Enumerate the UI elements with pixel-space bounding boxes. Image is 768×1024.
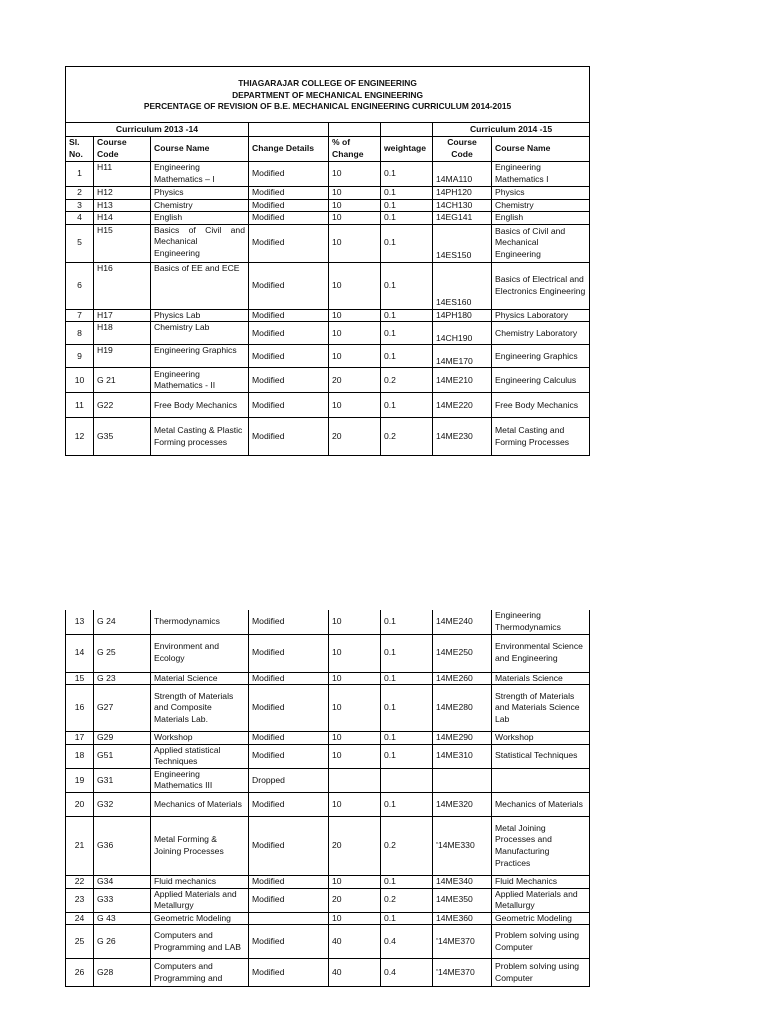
- course-name-cell: Metal Casting & Plastic Forming processes: [151, 418, 249, 456]
- course-code-cell: G29: [94, 732, 151, 745]
- percent-change-cell: 10: [329, 309, 381, 322]
- change-details-cell: Modified: [249, 817, 329, 876]
- weightage-cell: 0.1: [381, 793, 433, 817]
- course-name-cell: Applied statistical Techniques: [151, 744, 249, 768]
- new-course-name-cell: Statistical Techniques: [492, 744, 590, 768]
- empty-header-cell: [249, 123, 329, 137]
- course-name-cell: Mechanics of Materials: [151, 793, 249, 817]
- sl-no-cell: 1: [66, 162, 94, 187]
- weightage-cell: 0.1: [381, 162, 433, 187]
- table-row: [66, 345, 590, 368]
- new-course-code-cell: 14ME360: [433, 912, 492, 925]
- sl-no-cell: 20: [66, 793, 94, 817]
- new-course-code-header: Course Code: [433, 137, 492, 162]
- old-curriculum-header: Curriculum 2013 -14: [66, 123, 249, 137]
- sl-no-cell: 2: [66, 187, 94, 200]
- new-course-code-text: 14ME370: [437, 936, 475, 947]
- sl-no-cell: 7: [66, 309, 94, 322]
- group-header-row: [66, 123, 590, 137]
- sl-no-cell: 4: [66, 212, 94, 225]
- course-code-cell: G34: [94, 876, 151, 889]
- sl-no-cell: 14: [66, 634, 94, 672]
- sl-no-cell: 13: [66, 610, 94, 634]
- weightage-cell: 0.4: [381, 959, 433, 987]
- sl-no-header: Sl. No.: [66, 137, 94, 162]
- new-course-code-cell: 14ME240: [433, 610, 492, 634]
- department-name: DEPARTMENT OF MECHANICAL ENGINEERING: [232, 89, 423, 100]
- new-course-code-cell: 14ME220: [433, 393, 492, 418]
- weightage-cell: 0.2: [381, 888, 433, 912]
- course-code-cell: G 23: [94, 672, 151, 685]
- percent-change-cell: 10: [329, 322, 381, 345]
- new-course-name-cell: Free Body Mechanics: [492, 393, 590, 418]
- table-row: [66, 925, 590, 959]
- course-code-cell: G32: [94, 793, 151, 817]
- change-details-cell: Modified: [249, 309, 329, 322]
- change-details-cell: Modified: [249, 224, 329, 262]
- table-row: [66, 322, 590, 345]
- course-code-cell: G 21: [94, 368, 151, 393]
- new-course-code-cell: 14ME350: [433, 888, 492, 912]
- course-code-cell: H13: [94, 199, 151, 212]
- new-course-name-cell: Basics of Civil and Mechanical Engineering: [492, 224, 590, 262]
- course-name-cell: Applied Materials and Metallurgy: [151, 888, 249, 912]
- weightage-cell: 0.1: [381, 732, 433, 745]
- change-details-cell: Modified: [249, 262, 329, 309]
- new-course-code-cell: 14PH120: [433, 187, 492, 200]
- course-name-cell: Fluid mechanics: [151, 876, 249, 889]
- new-course-name-cell: Basics of Electrical and Electronics Engineering: [492, 262, 590, 309]
- change-details-cell: Modified: [249, 162, 329, 187]
- table-row: [66, 224, 590, 262]
- new-course-name-cell: Workshop: [492, 732, 590, 745]
- table-row: [66, 817, 590, 876]
- sl-no-cell: 8: [66, 322, 94, 345]
- change-details-cell: [249, 912, 329, 925]
- course-code-cell: H15: [94, 224, 151, 262]
- change-details-cell: Modified: [249, 685, 329, 732]
- weightage-cell: 0.1: [381, 212, 433, 225]
- new-course-code-cell: 14ME280: [433, 685, 492, 732]
- course-name-cell: Workshop: [151, 732, 249, 745]
- table-row: [66, 959, 590, 987]
- change-details-cell: Modified: [249, 793, 329, 817]
- change-details-cell: Modified: [249, 393, 329, 418]
- table-row: [66, 162, 590, 187]
- sl-no-cell: 3: [66, 199, 94, 212]
- weightage-cell: 0.2: [381, 368, 433, 393]
- table-row: [66, 199, 590, 212]
- new-course-code-cell: [433, 925, 492, 959]
- course-name-cell: Geometric Modeling: [151, 912, 249, 925]
- percent-change-cell: 10: [329, 224, 381, 262]
- table-row: [66, 888, 590, 912]
- percent-change-cell: 10: [329, 393, 381, 418]
- percent-change-cell: 10: [329, 199, 381, 212]
- table-row: [66, 368, 590, 393]
- course-name-cell: Free Body Mechanics: [151, 393, 249, 418]
- new-course-code-cell: 14ME210: [433, 368, 492, 393]
- change-details-cell: Modified: [249, 199, 329, 212]
- percent-change-cell: 40: [329, 959, 381, 987]
- course-name-cell: Basics of Civil and Mechanical Engineering: [151, 224, 249, 262]
- course-code-cell: G31: [94, 768, 151, 792]
- new-course-code-cell: 14PH180: [433, 309, 492, 322]
- new-course-code-cell: 14ME340: [433, 876, 492, 889]
- table-row: [66, 634, 590, 672]
- change-details-cell: Modified: [249, 744, 329, 768]
- new-course-code-cell: 14ME250: [433, 634, 492, 672]
- sl-no-cell: 5: [66, 224, 94, 262]
- weightage-cell: 0.1: [381, 744, 433, 768]
- new-course-code-text: 14ME370: [437, 967, 475, 978]
- course-name-header: Course Name: [151, 137, 249, 162]
- document-subtitle: PERCENTAGE OF REVISION OF B.E. MECHANICAL ENGINEERING CURRICULUM 2014-2015: [143, 101, 512, 112]
- percent-change-cell: 40: [329, 925, 381, 959]
- change-details-cell: Modified: [249, 368, 329, 393]
- sl-no-cell: 10: [66, 368, 94, 393]
- weightage-cell: 0.1: [381, 876, 433, 889]
- new-course-code-cell: [433, 768, 492, 792]
- new-course-name-cell: Engineering Mathematics I: [492, 162, 590, 187]
- course-code-cell: H16: [94, 262, 151, 309]
- course-code-cell: G36: [94, 817, 151, 876]
- course-code-cell: H14: [94, 212, 151, 225]
- percent-change-cell: 10: [329, 732, 381, 745]
- course-name-cell: Computers and Programming and LAB: [151, 925, 249, 959]
- course-code-cell: H18: [94, 322, 151, 345]
- course-code-cell: G 25: [94, 634, 151, 672]
- sl-no-cell: 24: [66, 912, 94, 925]
- change-details-cell: Modified: [249, 418, 329, 456]
- percent-change-cell: [329, 768, 381, 792]
- new-course-code-cell: 14ME230: [433, 418, 492, 456]
- course-code-cell: G 43: [94, 912, 151, 925]
- course-code-cell: H12: [94, 187, 151, 200]
- new-course-name-cell: English: [492, 212, 590, 225]
- course-code-cell: G 24: [94, 610, 151, 634]
- sl-no-cell: 9: [66, 345, 94, 368]
- percent-change-cell: 20: [329, 817, 381, 876]
- sl-no-cell: 15: [66, 672, 94, 685]
- new-course-code-cell: 14ME260: [433, 672, 492, 685]
- new-course-name-cell: Strength of Materials and Materials Science Lab: [492, 685, 590, 732]
- curriculum-table-bottom: [65, 610, 590, 987]
- table-row: [66, 309, 590, 322]
- table-row: [66, 418, 590, 456]
- course-code-cell: G22: [94, 393, 151, 418]
- course-name-cell: Metal Forming & Joining Processes: [151, 817, 249, 876]
- new-course-name-cell: Metal Casting and Forming Processes: [492, 418, 590, 456]
- course-name-cell: Engineering Mathematics – I: [151, 162, 249, 187]
- table-row: [66, 876, 590, 889]
- course-name-cell: Physics Lab: [151, 309, 249, 322]
- new-course-name-cell: Geometric Modeling: [492, 912, 590, 925]
- sl-no-cell: 23: [66, 888, 94, 912]
- footnote-mark: *: [436, 842, 438, 849]
- sl-no-cell: 19: [66, 768, 94, 792]
- percent-change-cell: 10: [329, 345, 381, 368]
- change-details-cell: Modified: [249, 610, 329, 634]
- change-details-cell: Modified: [249, 187, 329, 200]
- course-code-header: Course Code: [94, 137, 151, 162]
- footnote-mark: *: [436, 969, 438, 976]
- weightage-cell: 0.1: [381, 610, 433, 634]
- course-name-cell: Engineering Mathematics III: [151, 768, 249, 792]
- course-name-cell: Engineering Graphics: [151, 345, 249, 368]
- percent-change-cell: 10: [329, 187, 381, 200]
- course-name-cell: Computers and Programming and: [151, 959, 249, 987]
- table-row: [66, 912, 590, 925]
- new-course-name-cell: Engineering Thermodynamics: [492, 610, 590, 634]
- course-code-cell: G51: [94, 744, 151, 768]
- new-course-code-cell: 14CH190: [433, 322, 492, 345]
- weightage-cell: 0.4: [381, 925, 433, 959]
- new-course-name-cell: Physics Laboratory: [492, 309, 590, 322]
- percent-change-cell: 10: [329, 793, 381, 817]
- change-details-cell: Dropped: [249, 768, 329, 792]
- change-details-cell: Modified: [249, 212, 329, 225]
- course-name-cell: Thermodynamics: [151, 610, 249, 634]
- weightage-cell: 0.1: [381, 912, 433, 925]
- percent-change-cell: 10: [329, 162, 381, 187]
- change-details-cell: Modified: [249, 345, 329, 368]
- sl-no-cell: 25: [66, 925, 94, 959]
- new-course-name-cell: Chemistry: [492, 199, 590, 212]
- sl-no-cell: 17: [66, 732, 94, 745]
- percent-change-cell: 10: [329, 610, 381, 634]
- course-code-cell: G 26: [94, 925, 151, 959]
- weightage-cell: 0.1: [381, 393, 433, 418]
- new-course-code-cell: 14CH130: [433, 199, 492, 212]
- new-course-name-cell: Applied Materials and Metallurgy: [492, 888, 590, 912]
- new-course-code-cell: 14MA110: [433, 162, 492, 187]
- sl-no-cell: 12: [66, 418, 94, 456]
- curriculum-table-top: [65, 66, 590, 456]
- percent-change-header: % of Change: [329, 137, 381, 162]
- empty-header-cell: [381, 123, 433, 137]
- percent-change-cell: 10: [329, 212, 381, 225]
- course-code-cell: G27: [94, 685, 151, 732]
- new-course-name-cell: Environmental Science and Engineering: [492, 634, 590, 672]
- course-name-cell: Chemistry: [151, 199, 249, 212]
- college-name: THIAGARAJAR COLLEGE OF ENGINEERING: [238, 78, 417, 89]
- table-row: [66, 610, 590, 634]
- percent-change-cell: 20: [329, 368, 381, 393]
- weightage-cell: 0.1: [381, 322, 433, 345]
- new-course-name-cell: Mechanics of Materials: [492, 793, 590, 817]
- change-details-cell: Modified: [249, 925, 329, 959]
- new-course-name-cell: Engineering Calculus: [492, 368, 590, 393]
- percent-change-cell: 10: [329, 912, 381, 925]
- table-row: [66, 393, 590, 418]
- course-code-cell: H17: [94, 309, 151, 322]
- sl-no-cell: 21: [66, 817, 94, 876]
- new-course-name-cell: Materials Science: [492, 672, 590, 685]
- course-name-cell: Chemistry Lab: [151, 322, 249, 345]
- table-row: [66, 744, 590, 768]
- weightage-cell: 0.1: [381, 224, 433, 262]
- sl-no-cell: 18: [66, 744, 94, 768]
- course-code-cell: G33: [94, 888, 151, 912]
- percent-change-cell: 10: [329, 672, 381, 685]
- column-header-row: [66, 137, 590, 162]
- title-row: [66, 67, 590, 123]
- sl-no-cell: 16: [66, 685, 94, 732]
- table-row: [66, 793, 590, 817]
- percent-change-cell: 10: [329, 685, 381, 732]
- sl-no-cell: 11: [66, 393, 94, 418]
- table-row: [66, 685, 590, 732]
- new-course-code-cell: 14ME290: [433, 732, 492, 745]
- course-name-cell: Environment and Ecology: [151, 634, 249, 672]
- percent-change-cell: 10: [329, 876, 381, 889]
- sl-no-cell: 22: [66, 876, 94, 889]
- new-curriculum-header: Curriculum 2014 -15: [433, 123, 590, 137]
- weightage-cell: 0.2: [381, 817, 433, 876]
- weightage-cell: 0.1: [381, 672, 433, 685]
- change-details-header: Change Details: [249, 137, 329, 162]
- percent-change-cell: 20: [329, 888, 381, 912]
- new-course-name-cell: Problem solving using Computer: [492, 925, 590, 959]
- new-course-code-text: 14ME330: [437, 840, 475, 851]
- sl-no-cell: 6: [66, 262, 94, 309]
- course-code-cell: H11: [94, 162, 151, 187]
- new-course-name-cell: Problem solving using Computer: [492, 959, 590, 987]
- table-row: [66, 768, 590, 792]
- sl-no-cell: 26: [66, 959, 94, 987]
- new-course-code-cell: 14ME320: [433, 793, 492, 817]
- footnote-mark: *: [436, 938, 438, 945]
- course-code-cell: G35: [94, 418, 151, 456]
- table-row: [66, 732, 590, 745]
- new-course-code-cell: [433, 817, 492, 876]
- change-details-cell: Modified: [249, 634, 329, 672]
- percent-change-cell: 20: [329, 418, 381, 456]
- change-details-cell: Modified: [249, 322, 329, 345]
- weightage-cell: 0.1: [381, 199, 433, 212]
- weightage-cell: 0.1: [381, 634, 433, 672]
- course-name-cell: English: [151, 212, 249, 225]
- weightage-cell: 0.1: [381, 262, 433, 309]
- new-course-code-cell: 14ES160: [433, 262, 492, 309]
- change-details-cell: Modified: [249, 876, 329, 889]
- table-row: [66, 262, 590, 309]
- course-code-cell: H19: [94, 345, 151, 368]
- change-details-cell: Modified: [249, 672, 329, 685]
- weightage-cell: 0.1: [381, 685, 433, 732]
- course-name-cell: Engineering Mathematics - II: [151, 368, 249, 393]
- course-name-cell: Strength of Materials and Composite Materials Lab.: [151, 685, 249, 732]
- weightage-cell: [381, 768, 433, 792]
- weightage-cell: 0.1: [381, 187, 433, 200]
- change-details-cell: Modified: [249, 959, 329, 987]
- new-course-name-cell: Physics: [492, 187, 590, 200]
- table-row: [66, 212, 590, 225]
- document-title: [66, 67, 590, 123]
- new-course-name-cell: Engineering Graphics: [492, 345, 590, 368]
- new-course-name-cell: Metal Joining Processes and Manufacturing Practices: [492, 817, 590, 876]
- empty-header-cell: [329, 123, 381, 137]
- new-course-name-cell: Fluid Mechanics: [492, 876, 590, 889]
- weightage-header: weightage: [381, 137, 433, 162]
- table-row: [66, 187, 590, 200]
- course-name-cell: Material Science: [151, 672, 249, 685]
- new-course-code-cell: 14ME170: [433, 345, 492, 368]
- course-code-cell: G28: [94, 959, 151, 987]
- new-course-name-cell: [492, 768, 590, 792]
- table-row: [66, 672, 590, 685]
- new-course-code-cell: [433, 959, 492, 987]
- new-course-name-cell: Chemistry Laboratory: [492, 322, 590, 345]
- percent-change-cell: 10: [329, 634, 381, 672]
- new-course-code-cell: 14ES150: [433, 224, 492, 262]
- weightage-cell: 0.2: [381, 418, 433, 456]
- percent-change-cell: 10: [329, 744, 381, 768]
- percent-change-cell: 10: [329, 262, 381, 309]
- course-name-cell: Basics of EE and ECE: [151, 262, 249, 309]
- new-course-name-header: Course Name: [492, 137, 590, 162]
- weightage-cell: 0.1: [381, 345, 433, 368]
- new-course-code-cell: 14ME310: [433, 744, 492, 768]
- course-name-cell: Physics: [151, 187, 249, 200]
- weightage-cell: 0.1: [381, 309, 433, 322]
- new-course-code-cell: 14EG141: [433, 212, 492, 225]
- change-details-cell: Modified: [249, 888, 329, 912]
- change-details-cell: Modified: [249, 732, 329, 745]
